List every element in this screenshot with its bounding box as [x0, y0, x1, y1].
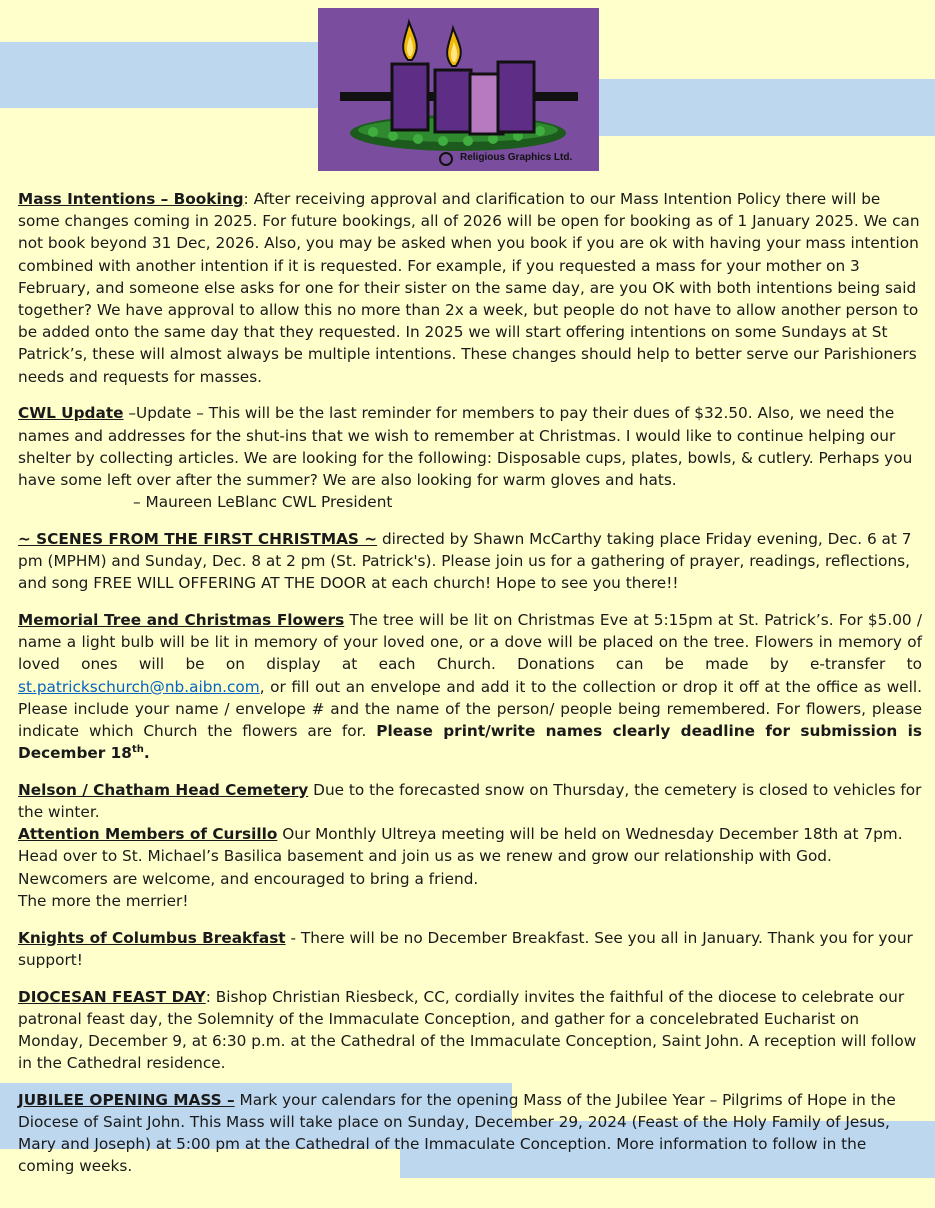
jubilee-heading: JUBILEE OPENING MASS [18, 1090, 228, 1109]
knights-body: - There will be no December Breakfast. See you all in January. Thank you for your support! [18, 928, 913, 969]
cwl-heading: CWL Update [18, 404, 124, 423]
cursillo-heading: Attention Members of Cursillo [18, 825, 278, 844]
jubilee-dash: – [227, 1090, 235, 1109]
memorial-body-2: , or fill out an envelope and add it to the collection or drop it off at the office as well. Please include your name / envelope # and the name of the person/ people being remembered. For flowers, please indicate which Church the flowers are for. [18, 677, 922, 740]
decor-band-right [590, 79, 935, 136]
memorial-deadline-text: Please print/write names clearly deadline for submission is December 18 [18, 721, 922, 763]
cursillo-line-2: The more the merrier! [18, 891, 189, 910]
bulletin-content [18, 188, 922, 1192]
memorial-body-1: The tree will be lit on Christmas Eve at 5:15pm at St. Patrick’s. For $5.00 / name a light bulb will be lit in memory of your loved one, or a dove will be placed on the tree. Flowers in memory of loved ones will be on display at each Church. Donations can be made by e-transfer to [18, 610, 922, 674]
diocesan-body: : Bishop Christian Riesbeck, CC, cordially invites the faithful of the diocese to celebrate our patronal feast day, the Solemnity of the Immaculate Conception, and gather for a concelebrated Eucharist on Monday, December 9, at 6:30 p.m. at the Cathedral of the Immaculate Conception, Saint John. A reception will follow in the Cathedral residence. [18, 987, 917, 1073]
cemetery-section [18, 779, 922, 823]
scenes-heading: ~ SCENES FROM THE FIRST CHRISTMAS ~ [18, 529, 378, 548]
knights-section [18, 927, 922, 971]
parish-email-link[interactable]: st.patrickschurch@nb.aibn.com [18, 677, 260, 696]
cwl-section [18, 402, 922, 513]
memorial-heading: Memorial Tree and Christmas Flowers [18, 610, 345, 629]
memorial-deadline-end: . [143, 744, 150, 763]
jubilee-section [18, 1089, 922, 1178]
cursillo-body: Our Monthly Ultreya meeting will be held on Wednesday December 18th at 7pm. Head over to St. Michael’s Basilica basement and join us as we renew and grow our relationship with God. Newcomers are welcome, and encouraged to bring a friend. [18, 825, 903, 888]
scenes-section [18, 528, 922, 595]
mass-intentions-section [18, 188, 922, 388]
mass-intentions-body: : After receiving approval and clarification to our Mass Intention Policy there will be some changes coming in 2025. For future bookings, all of 2026 will be open for booking as of 1 January 2025. We can not book beyond 31 Dec, 2026. Also, you may be asked when you book if you are ok with having your mass intention combined with another intention if it is requested. For example, if you requested a mass for your mother on 3 February, and someone else asks for one for their sister on the same day, are you OK with both intentions being said together? We have approval to allow this no more than 2x a week, but people do not have to allow another person to be added onto the same day that they requested. In 2025 we will start offering intentions on some Sundays at St Patrick’s, these will almost always be multiple intentions. These changes should help to better serve our Parishioners needs and requests for masses. [18, 190, 920, 386]
advent-candles-icon [318, 8, 599, 171]
cwl-signoff: – Maureen LeBlanc CWL President [133, 493, 393, 512]
knights-heading: Knights of Columbus Breakfast [18, 928, 286, 947]
advent-candles-logo [318, 8, 599, 171]
memorial-deadline-sup: th [131, 744, 144, 756]
publisher-credit: Religious Graphics Ltd. [460, 152, 573, 163]
decor-band-left [0, 42, 330, 108]
memorial-section [18, 609, 922, 764]
mass-intentions-heading: Mass Intentions – Booking [18, 190, 244, 208]
diocesan-heading: DIOCESAN FEAST DAY [18, 987, 206, 1006]
cwl-body: –Update – This will be the last reminder for members to pay their dues of $32.50. Also, we need the names and addresses for the shut-ins that we wish to remember at Christmas. I would like to continue helping our shelter by collecting articles. We are looking for the following: Disposable cups, plates, bowls, & cutlery. Perhaps you have some left over after the summer? We are also looking for warm gloves and hats. [18, 404, 913, 489]
scenes-body: directed by Shawn McCarthy taking place Friday evening, Dec. 6 at 7 pm (MPHM) and Sunday, Dec. 8 at 2 pm (St. Patrick's). Please join us for a gathering of prayer, readings, reflections, and song FREE WILL OFFERING AT THE DOOR at each church! Hope to see you there!! [18, 529, 912, 593]
cursillo-section [18, 823, 922, 912]
cemetery-body: Due to the forecasted snow on Thursday, the cemetery is closed to vehicles for the winter. [18, 780, 922, 822]
cemetery-heading: Nelson / Chatham Head Cemetery [18, 780, 309, 799]
jubilee-body: Mark your calendars for the opening Mass of the Jubilee Year – Pilgrims of Hope in the Diocese of Saint John. This Mass will take place on Sunday, December 29, 2024 (Feast of the Holy Family of Jesus, Mary and Joseph) at 5:00 pm at the Cathedral of the Immaculate Conception. More information to follow in the coming weeks. [18, 1090, 896, 1176]
diocesan-section [18, 986, 922, 1075]
